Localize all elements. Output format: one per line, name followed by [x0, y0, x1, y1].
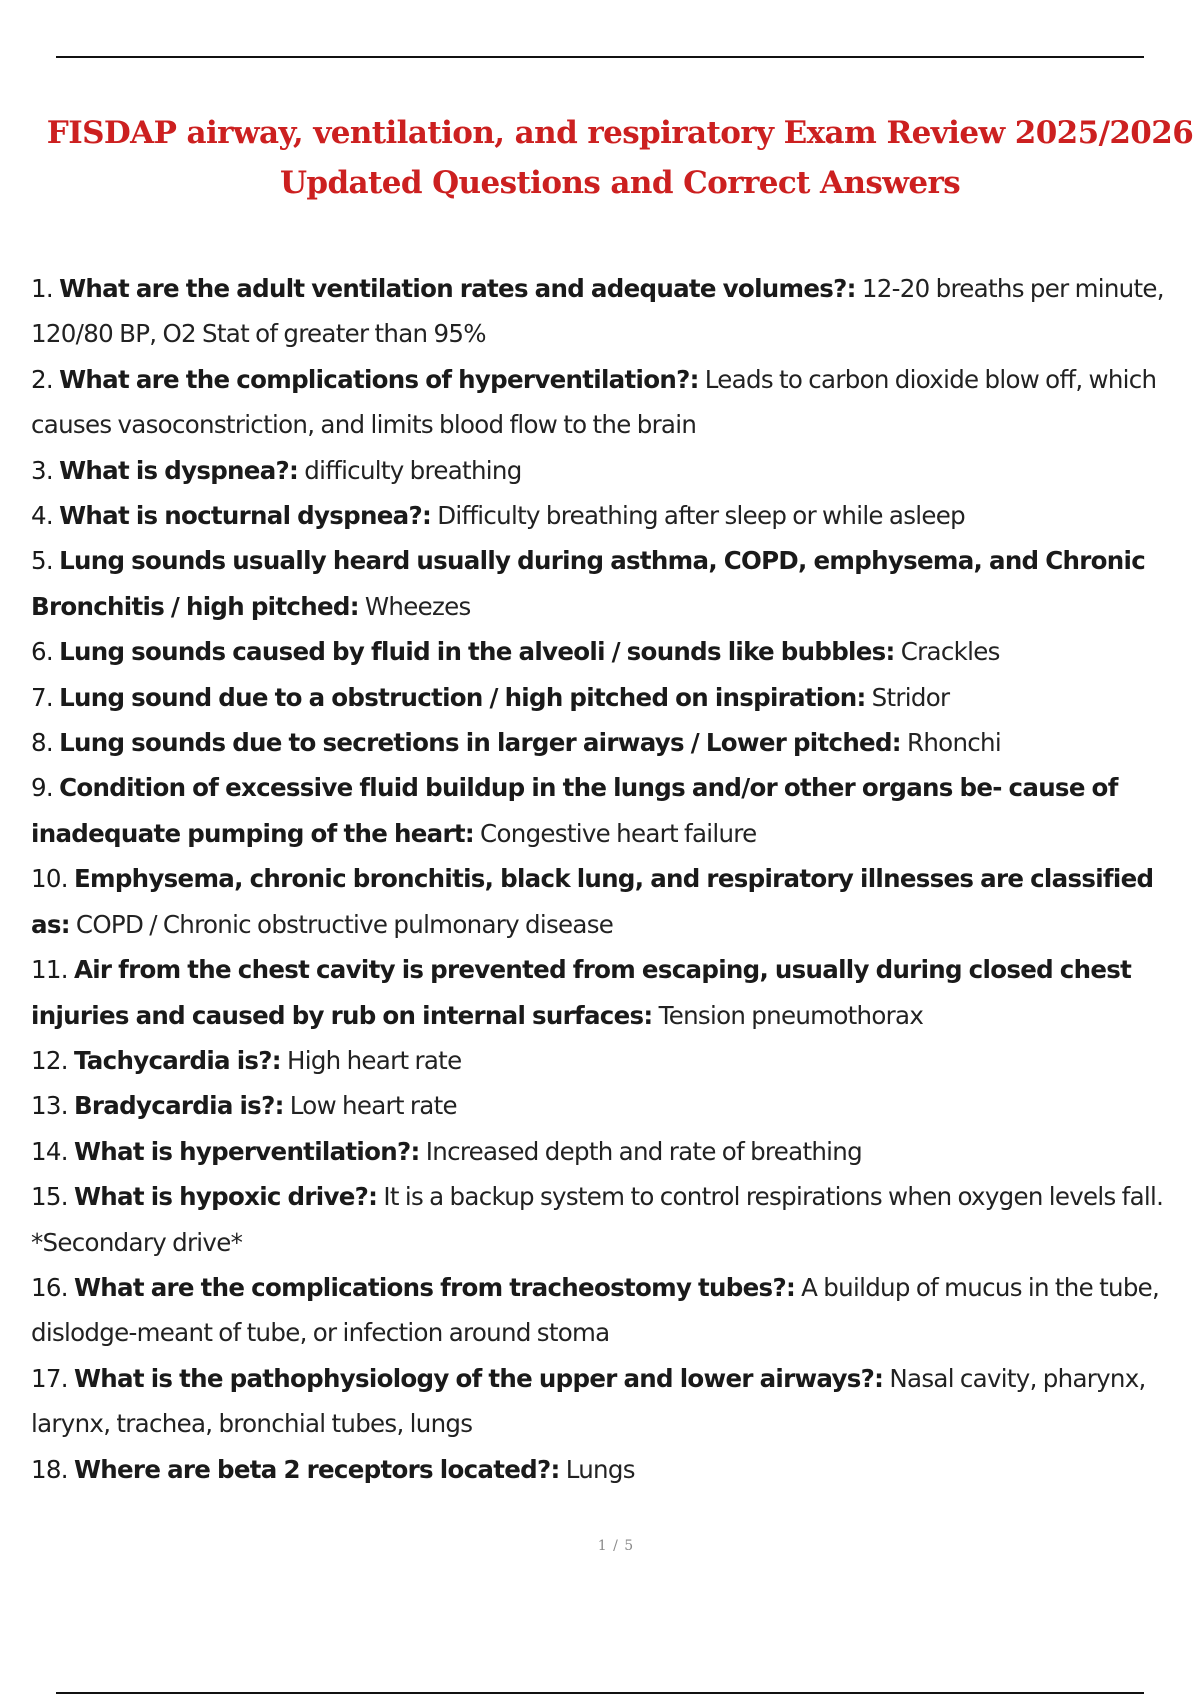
question-item — [31, 1356, 1181, 1447]
question-item — [31, 1447, 1181, 1492]
question-number: 16. — [31, 1272, 74, 1302]
question-text: What is hyperventilation?: — [73, 1136, 420, 1166]
question-text: Lung sounds caused by fluid in the alveoli / sounds like bubbles: — [59, 637, 895, 667]
question-text: What are the adult ventilation rates and adequate volumes?: — [59, 274, 856, 303]
question-number: 15. — [31, 1182, 74, 1212]
answer-text: It is a backup system to control respirations when oxygen levels fall. *Secondary drive* — [31, 1182, 1164, 1257]
question-number: 7. — [31, 682, 60, 712]
answer-text: Tension pneumothorax — [658, 1000, 924, 1030]
question-text: Emphysema, chronic bronchitis, black lung, and respiratory illnesses are classified as: — [31, 864, 1154, 939]
answer-text: Stridor — [871, 682, 950, 712]
question-text: Condition of excessive fluid buildup in the lungs and/or other organs be- cause of inadequate pumping of the heart: — [31, 773, 1118, 848]
bottom-rule — [56, 1692, 1144, 1694]
question-item — [31, 493, 1181, 538]
answer-text: Wheezes — [364, 591, 471, 621]
document-title — [40, 108, 1200, 208]
question-item — [31, 720, 1181, 765]
question-item — [31, 1129, 1181, 1174]
question-text: Air from the chest cavity is prevented from escaping, usually during closed chest injuries and caused by rub on internal surfaces: — [31, 955, 1132, 1030]
question-number: 12. — [31, 1045, 74, 1075]
answer-text: High heart rate — [287, 1045, 462, 1075]
question-text: What are the complications of hyperventilation?: — [59, 364, 699, 394]
question-number: 11. — [31, 955, 74, 985]
question-number: 6. — [31, 637, 60, 667]
answer-text: Congestive heart failure — [480, 818, 757, 848]
answer-text: A buildup of mucus in the tube, dislodge-meant of tube, or infection around stoma — [31, 1272, 1160, 1348]
question-text: Lung sounds usually heard usually during asthma, COPD, emphysema, and Chronic Bronchitis / high pitched: — [31, 546, 1146, 621]
answer-text: Low heart rate — [289, 1091, 457, 1121]
question-number: 4. — [31, 501, 60, 531]
question-item — [31, 1265, 1181, 1356]
question-item — [31, 357, 1181, 448]
question-number: 14. — [31, 1136, 74, 1166]
question-number: 5. — [31, 546, 60, 576]
question-number: 2. — [31, 364, 60, 394]
question-number: 8. — [31, 728, 60, 758]
question-number: 17. — [31, 1363, 74, 1393]
question-number: 9. — [31, 773, 60, 803]
answer-text: Increased depth and rate of breathing — [425, 1136, 862, 1166]
question-text: Lung sound due to a obstruction / high pitched on inspiration: — [59, 682, 866, 712]
top-rule — [56, 56, 1144, 58]
answer-text: difficulty breathing — [304, 455, 522, 485]
question-item — [31, 629, 1181, 674]
question-text: Lung sounds due to secretions in larger airways / Lower pitched: — [59, 728, 901, 758]
answer-text: Nasal cavity, pharynx, larynx, trachea, bronchial tubes, lungs — [31, 1363, 1146, 1439]
question-item — [31, 448, 1181, 493]
question-item — [31, 1038, 1181, 1083]
answer-text: Rhonchi — [907, 728, 1001, 758]
question-list — [31, 266, 1181, 1492]
answer-text: Difficulty breathing after sleep or while asleep — [437, 501, 965, 531]
question-text: What is dyspnea?: — [59, 455, 299, 485]
question-item — [31, 856, 1181, 947]
question-item — [31, 266, 1181, 357]
question-item — [31, 1174, 1181, 1265]
title-line-1: FISDAP airway, ventilation, and respiratory Exam Review 2025/2026 — [46, 115, 1194, 151]
question-number: 18. — [31, 1454, 74, 1484]
page-number: 1 / 5 — [597, 1538, 635, 1554]
answer-text: Leads to carbon dioxide blow off, which causes vasoconstriction, and limits blood flow to the brain — [31, 364, 1157, 440]
question-number: 3. — [31, 455, 60, 485]
question-text: Tachycardia is?: — [73, 1045, 281, 1075]
answer-text: COPD / Chronic obstructive pulmonary disease — [75, 909, 614, 939]
answer-text: 12-20 breaths per minute, 120/80 BP, O2 Stat of greater than 95% — [31, 274, 1164, 349]
question-number: 10. — [31, 864, 74, 894]
question-text: Bradycardia is?: — [73, 1091, 284, 1121]
question-item — [31, 538, 1181, 629]
question-text: Where are beta 2 receptors located?: — [73, 1454, 560, 1484]
question-item — [31, 675, 1181, 720]
question-number: 13. — [31, 1091, 74, 1121]
question-item — [31, 1083, 1181, 1128]
question-text: What is the pathophysiology of the upper and lower airways?: — [73, 1363, 884, 1393]
question-item — [31, 765, 1181, 856]
question-item — [31, 947, 1181, 1038]
question-text: What is nocturnal dyspnea?: — [59, 501, 432, 531]
question-number: 1. — [31, 274, 60, 303]
answer-text: Lungs — [565, 1454, 635, 1484]
answer-text: Crackles — [900, 637, 1000, 667]
question-text: What are the complications from tracheostomy tubes?: — [73, 1272, 796, 1302]
question-text: What is hypoxic drive?: — [73, 1182, 378, 1212]
title-line-2: Updated Questions and Correct Answers — [279, 165, 961, 201]
